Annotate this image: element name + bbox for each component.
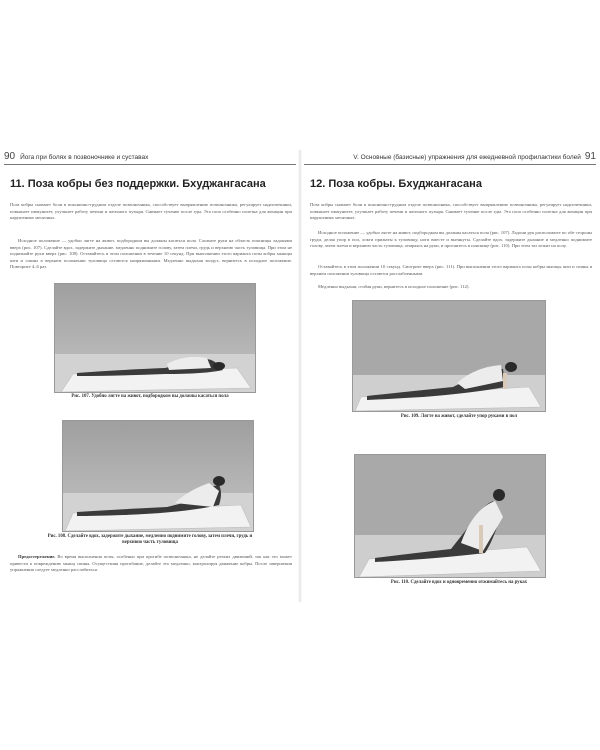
figure-109-label: Рис. 109. — [400, 414, 420, 419]
figure-108-label: Рис. 108. — [47, 534, 67, 539]
right-paragraph-1: Поза кобры снимает боли в пояснично-грудном отделе позвоночника, способствует выпрямлению позвоночника, регулирует надпочечники, повышает иммунитет, улучшает работу печени и желчного пузыря. Снимает тучение после еды. Эта поза особенно полезна для женщин при нарушениях месячных. — [310, 202, 592, 221]
figure-107-text: Удобно лягте на живот, подбородком вы должны касаться пола — [91, 394, 229, 399]
left-header-title: Йога при болях в позвоночнике и суставах — [20, 154, 149, 161]
figure-110-label: Рис. 110. — [390, 580, 410, 585]
right-running-header — [304, 150, 596, 165]
right-paragraph-4: Медленно выдыхая, сгибая руки, вернитесь в исходное положение (рис. 112). — [318, 284, 470, 289]
warning-text: Во время выполнения позы, особенно при прогибе позвоночника, не делайте резких движений, так как это может привести к повреждению мышц спины. Осуществляя прогибание, делайте это медленно, контролируя движение кобры. После завершения упражнения следует медленно расслабиться. — [10, 554, 292, 573]
figure-107-label: Рис. 107. — [71, 394, 90, 399]
left-warning — [10, 554, 292, 594]
left-paragraph-1: Поза кобры снимает боли в пояснично-грудном отделе позвоночника, способствует выпрямлению позвоночника, регулирует надпочечники, повышает иммунитет, улучшает работу печени и желчного пузыря. Снимает тучение после еды. Эта поза особенно полезна для женщин при нарушениях месячных. — [10, 202, 292, 221]
figure-110-photo — [354, 454, 546, 578]
figure-108-caption — [4, 534, 296, 547]
figure-108-photo — [62, 420, 254, 532]
figure-109-text: Лягте на живот, сделайте упор руками в пол — [420, 414, 518, 419]
figure-107-photo — [54, 283, 256, 393]
warning-label: Предостережение. — [18, 554, 56, 559]
figure-109-caption — [344, 414, 574, 420]
figure-108-text: Сделайте вдох, задержите дыхание, медленно поднимите голову, затем плечи, грудь и верхнюю часть туловища — [67, 534, 253, 546]
right-section-heading: 12. Поза кобры. Бхуджангасана — [310, 178, 482, 190]
right-paragraph-3: Оставайтесь в этом положении 10 секунд. Смотрите вверх (рис. 111). При выполнении этого варианта позы кобры мышцы шеи и спины в верхнем положении туловища остаются расслабленными. — [310, 264, 592, 276]
figure-110-text: Сделайте вдох и одновременно отжимайтесь на руках — [410, 580, 528, 585]
right-page — [304, 150, 596, 602]
left-section-heading: 11. Поза кобры без поддержки. Бхуджангасана — [10, 178, 266, 190]
book-spread — [0, 150, 600, 602]
left-page — [4, 150, 296, 602]
figure-107-caption — [4, 394, 296, 400]
left-paragraph-2: Исходное положение — удобно лягте на живот, подбородком вы должны касаться пола. Сложите руки на область поясницы ладонями вверх (рис. 107). Сделайте вдох, задержите дыхание, медленно поднимите голову, затем плечи, грудь и верхнюю часть туловища. При этом не поднимайте руки вверх (рис. 108). Оставайтесь в этом положении в течение 10 секунд. При выполнении этого варианта позы кобры мышцы шеи и спины в верхнем положении туловища остаются напряженными. Медленно выдыхая воздух, вернитесь в исходное положение. Повторите 4–6 раз. — [10, 238, 292, 270]
figure-110-caption — [344, 580, 574, 586]
left-page-number: 90 — [4, 151, 16, 162]
figure-109-photo — [352, 300, 546, 412]
right-page-number: 91 — [584, 151, 596, 162]
right-header-title: V. Основные (базисные) упражнения для ежедневной профилактики болей — [353, 154, 581, 161]
book-gutter — [298, 150, 302, 602]
right-paragraph-2: Исходное положение — удобно лягте на живот, подбородком вы должны касаться пола (рис. 107). Ладони рук расположите по обе стороны груди, делая упор в пол, локти прижаты к туловищу, ноги вместе и вытянуты. Сделайте вдох, задержите дыхание и медленно поднимите голову, затем плечи и верхнюю часть туловища, опираясь на руки, и прогнитесь в пояснице (рис. 110). При этом таз лежит на полу. — [310, 230, 592, 249]
left-running-header — [4, 150, 296, 165]
